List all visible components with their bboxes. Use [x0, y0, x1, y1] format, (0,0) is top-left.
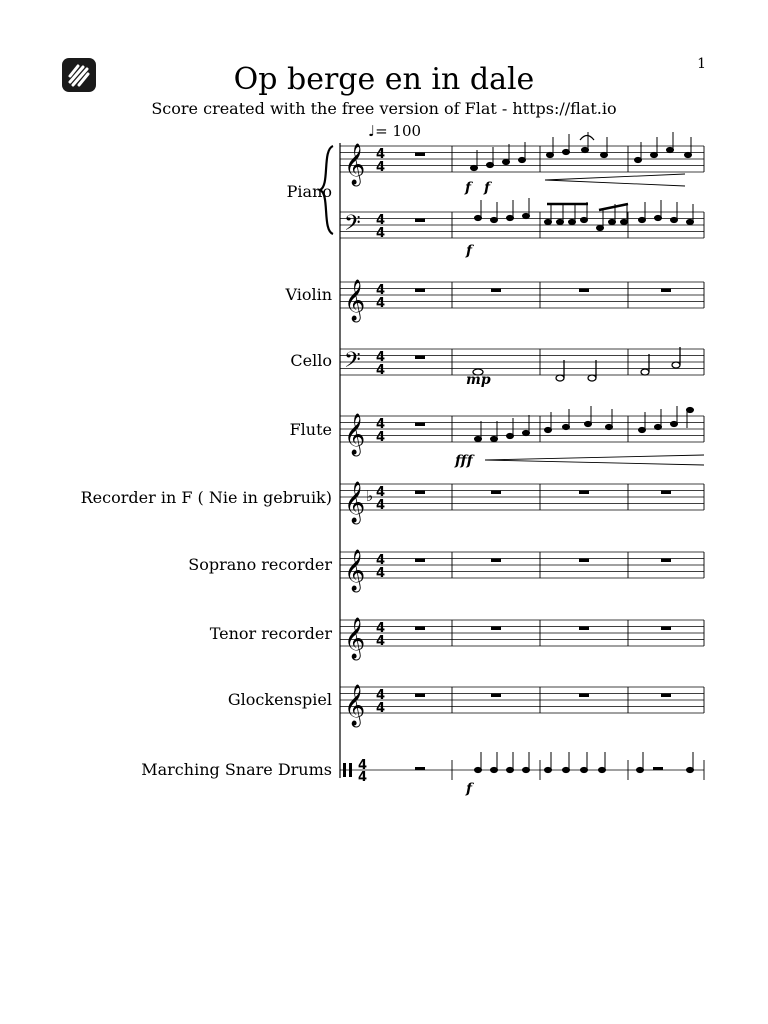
whole-rest-icon [491, 491, 501, 495]
whole-rest-icon [579, 491, 589, 495]
instrument-label-flute: Flute [289, 420, 332, 439]
treble-clef-icon: 𝄞 [344, 550, 366, 591]
percussion-clef-icon [349, 763, 352, 777]
instrument-label-tenor-recorder: Tenor recorder [209, 624, 332, 643]
dynamic-marking: mp [466, 372, 491, 388]
time-signature-bottom: 4 [376, 363, 386, 378]
flute-notes [475, 406, 694, 442]
time-signature-bottom: 4 [376, 701, 386, 716]
time-signature-bottom: 4 [376, 566, 386, 581]
whole-rest-icon [491, 559, 501, 563]
time-signature-bottom: 4 [376, 296, 386, 311]
tempo-value: = 100 [375, 122, 422, 140]
whole-rest-icon [661, 627, 671, 631]
whole-rest-icon [661, 289, 671, 293]
time-signature-top: 4 [376, 213, 386, 228]
whole-rest-icon [661, 694, 671, 698]
instrument-label-glockenspiel: Glockenspiel [227, 690, 332, 709]
dynamic-marking: f [466, 781, 473, 797]
crescendo-hairpin-upper [485, 455, 704, 460]
instrument-label-piano: Piano [286, 182, 332, 201]
whole-rest-icon [415, 491, 425, 495]
whole-rest-icon [415, 694, 425, 698]
time-signature-top: 4 [376, 147, 386, 162]
whole-rest-icon [491, 289, 501, 293]
whole-rest-icon [415, 153, 425, 157]
whole-rest-icon [579, 694, 589, 698]
page-number: 1 [697, 56, 706, 72]
half-rest-icon [653, 767, 663, 770]
time-signature-top: 4 [358, 758, 368, 773]
whole-rest-icon [415, 627, 425, 631]
flat-key-signature-icon: ♭ [366, 487, 374, 505]
staff-lines [340, 146, 704, 780]
beam [599, 204, 628, 210]
cello-notes [473, 347, 680, 381]
whole-rest-icon [491, 627, 501, 631]
time-signature-top: 4 [376, 283, 386, 298]
instrument-label-soprano-recorder: Soprano recorder [188, 555, 332, 574]
dynamic-marking: f [484, 180, 491, 196]
time-signature-top: 4 [376, 485, 386, 500]
treble-clef-icon: 𝄞 [344, 685, 366, 726]
time-signature-bottom: 4 [376, 498, 386, 513]
dynamic-marking: f [466, 243, 473, 259]
bass-clef-icon: 𝄢 [344, 211, 361, 241]
whole-rest-icon [491, 694, 501, 698]
instrument-label-snare: Marching Snare Drums [141, 760, 332, 779]
dynamic-marking: f [465, 180, 472, 196]
fermata-icon [580, 136, 594, 141]
time-signature-top: 4 [376, 688, 386, 703]
piano-brace-icon [320, 146, 333, 234]
treble-clef-icon: 𝄞 [344, 144, 366, 185]
whole-rest-icon [415, 289, 425, 293]
quarter-note-icon: ♩ [368, 122, 376, 140]
treble-clef-icon: 𝄞 [344, 482, 366, 523]
instrument-label-violin: Violin [285, 285, 332, 304]
score-subtitle: Score created with the free version of Flat - https://flat.io [151, 99, 617, 118]
treble-clef-icon: 𝄞 [344, 618, 366, 659]
time-signature-bottom: 4 [358, 770, 368, 785]
time-signature-bottom: 4 [376, 226, 386, 241]
instrument-label-cello: Cello [290, 351, 332, 370]
piano-treble-notes [471, 132, 692, 171]
whole-rest-icon [415, 767, 425, 770]
time-signature-bottom: 4 [376, 430, 386, 445]
whole-rest-icon [579, 559, 589, 563]
time-signature-top: 4 [376, 350, 386, 365]
crescendo-hairpin-lower [485, 460, 704, 465]
whole-rest-icon [415, 356, 425, 360]
instrument-label-recorder-f: Recorder in F ( Nie in gebruik) [80, 488, 332, 507]
treble-clef-icon: 𝄞 [344, 280, 366, 321]
percussion-clef-icon [343, 763, 346, 777]
whole-rest-icon [661, 559, 671, 563]
time-signature-top: 4 [376, 553, 386, 568]
crescendo-hairpin-upper [545, 174, 685, 180]
time-signature-bottom: 4 [376, 634, 386, 649]
whole-rest-icon [661, 491, 671, 495]
dynamic-marking: fff [455, 453, 473, 469]
crescendo-hairpin-lower [545, 180, 685, 186]
whole-rest-icon [415, 423, 425, 427]
whole-rest-icon [415, 219, 425, 223]
whole-rest-icon [579, 627, 589, 631]
score-title: Op berge en in dale [233, 62, 535, 97]
time-signature-top: 4 [376, 621, 386, 636]
time-signature-top: 4 [376, 417, 386, 432]
bass-clef-icon: 𝄢 [344, 348, 361, 378]
time-signature-bottom: 4 [376, 160, 386, 175]
whole-rest-icon [579, 289, 589, 293]
treble-clef-icon: 𝄞 [344, 414, 366, 455]
whole-rest-icon [415, 559, 425, 563]
